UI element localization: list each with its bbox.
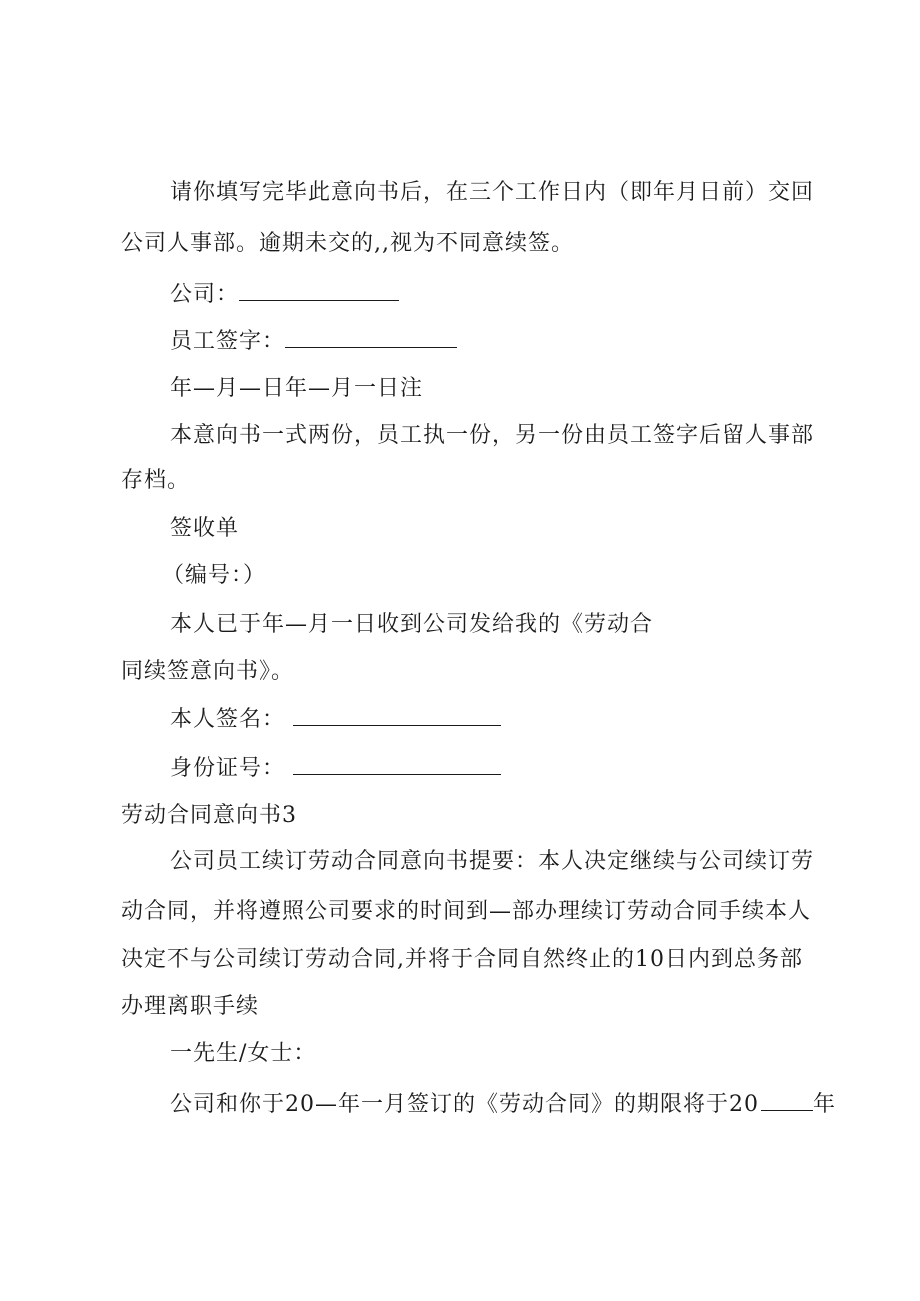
company-blank (239, 280, 399, 301)
letter-paragraph-line-1 (170, 1090, 836, 1120)
receipt-title: 签收单 (170, 516, 240, 541)
receipt-paragraph-line-2: 同续签意向书》。 (121, 659, 295, 684)
salutation: 一先生/女士： (170, 1041, 317, 1066)
year-suffix: 年 (813, 1092, 837, 1117)
employee-signature-label: 员工签字： (170, 329, 286, 354)
notice-paragraph-line-1: 请你填写完毕此意向书后，在三个工作日内（即年月日前）交回 (170, 180, 815, 205)
year-blank (761, 1092, 813, 1111)
note-paragraph-line-2: 存档。 (121, 468, 191, 493)
receipt-paragraph-line-1: 本人已于年—月一日收到公司发给我的《劳动合 (170, 612, 654, 637)
letter-paragraph-text: 公司和你于20—年一月签订的《劳动合同》的期限将于20 (170, 1092, 759, 1117)
employee-signature-field (170, 327, 457, 357)
receipt-number: （编号：） (162, 563, 267, 588)
summary-paragraph-line-3: 决定不与公司续订劳动合同,并将于合同自然终止的10日内到总务部 (121, 947, 803, 972)
notice-paragraph-line-2: 公司人事部。逾期未交的,,视为不同意续签。 (121, 231, 574, 256)
summary-paragraph-line-2: 动合同，并将遵照公司要求的时间到—部办理续订劳动合同手续本人 (121, 899, 812, 924)
date-line: 年—月—日年—月一日注 (170, 376, 424, 401)
id-number-blank (293, 754, 501, 775)
id-number-label: 身份证号： (170, 756, 286, 781)
note-paragraph-line-1: 本意向书一式两份，员工执一份，另一份由员工签字后留人事部 (170, 423, 815, 448)
company-label: 公司： (170, 282, 240, 307)
id-number-field (170, 754, 501, 784)
section-heading: 劳动合同意向书3 (121, 803, 297, 828)
company-field (170, 280, 399, 310)
personal-signature-blank (293, 705, 501, 726)
personal-signature-field (170, 705, 501, 735)
employee-signature-blank (285, 327, 457, 348)
personal-signature-label: 本人签名： (170, 707, 286, 732)
summary-paragraph-line-1: 公司员工续订劳动合同意向书提要：本人决定继续与公司续订劳 (170, 849, 815, 874)
summary-paragraph-line-4: 办理离职手续 (121, 994, 260, 1019)
